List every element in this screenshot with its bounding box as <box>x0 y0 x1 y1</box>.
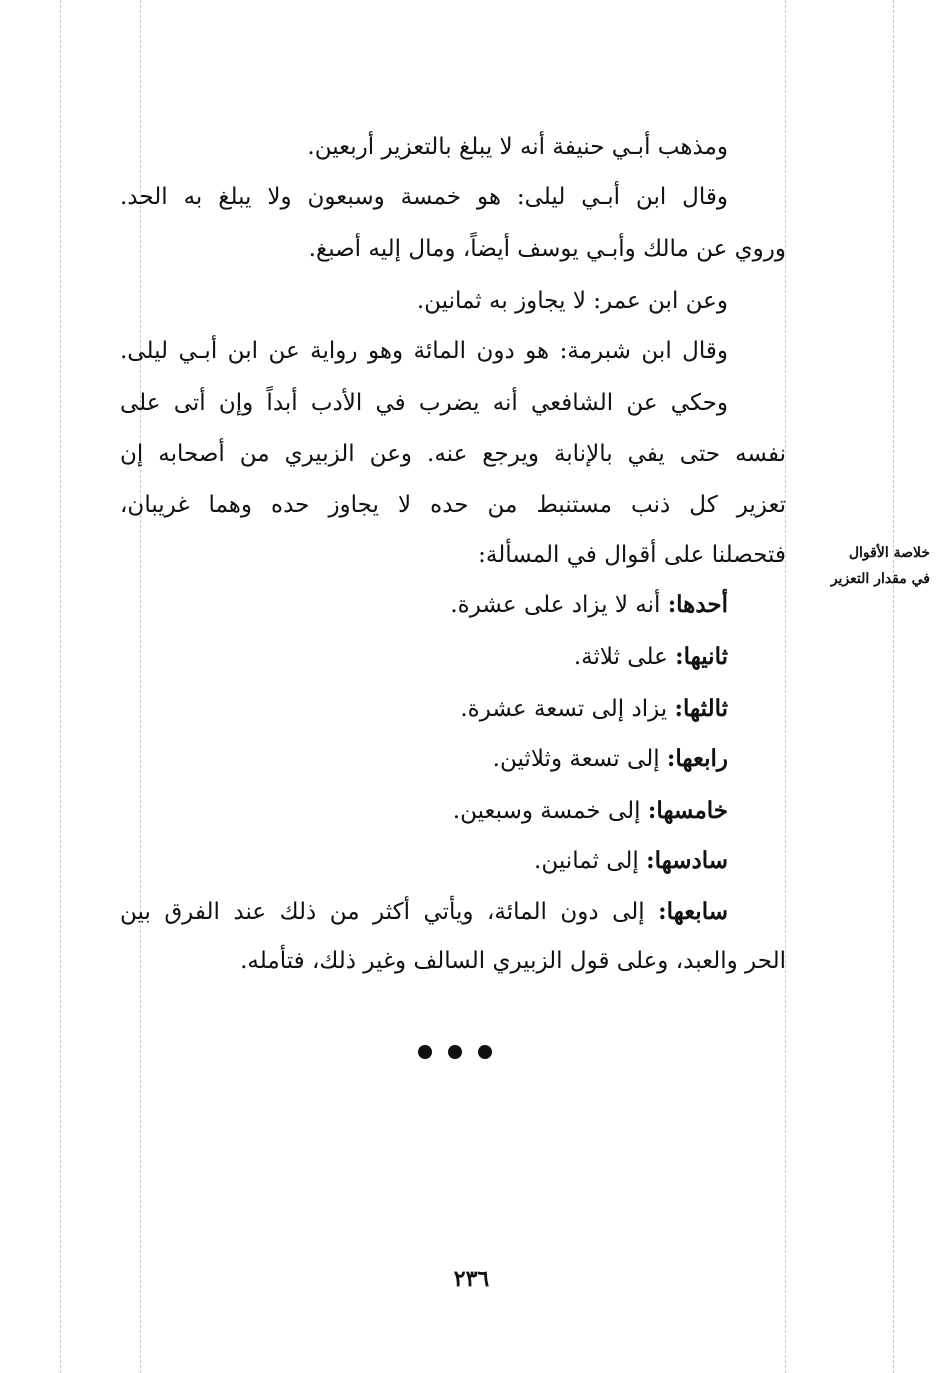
section-separator <box>418 1045 492 1059</box>
text-line-3: وروي عن مالك وأبـي يوسف أيضاً، ومال إليه أصبغ. <box>308 236 786 262</box>
opinion-text: يزاد إلى تسعة عشرة. <box>460 696 675 722</box>
margin-note <box>798 540 930 592</box>
separator-dot <box>478 1045 492 1059</box>
text-line-7: نفسه حتى يفي بالإنابة ويرجع عنه. وعن الزبيري من أصحابه إن <box>120 441 786 467</box>
opinion-item <box>440 692 728 732</box>
separator-dot <box>448 1045 462 1059</box>
opinion-key: سادسها: <box>646 847 728 874</box>
opinion-item <box>500 844 728 884</box>
opinion-item <box>420 588 728 628</box>
opinion-text: إلى تسعة وثلاثين. <box>492 746 667 772</box>
margin-note-line-2: في مقدار التعزير <box>830 571 930 587</box>
separator-dot <box>418 1045 432 1059</box>
opinion-text: إلى ثمانين. <box>534 848 647 874</box>
text-line-1: ومذهب أبـي حنيفة أنه لا يبلغ بالتعزير أربعين. <box>307 134 728 160</box>
closing-line: الحر والعبد، وعلى قول الزبيري السالف وغير ذلك، فتأمله. <box>240 948 786 974</box>
opinion-key: رابعها: <box>666 745 728 772</box>
text-line-2: وقال ابن أبـي ليلى: هو خمسة وسبعون ولا يبلغ به الحد. <box>120 184 728 210</box>
text-line-8: تعزير كل ذنب مستنبط من حده لا يجاوز حده وهما غريبان، <box>120 492 786 518</box>
opinion-text: أنه لا يزاد على عشرة. <box>450 592 668 618</box>
opinion-text: على ثلاثة. <box>573 644 676 670</box>
opinion-key: أحدها: <box>667 591 728 618</box>
page-number: ٢٣٦ <box>453 1266 490 1292</box>
margin-note-line-1: خلاصة الأقوال <box>848 545 930 561</box>
opinion-key: ثانيها: <box>675 643 728 670</box>
scan-guide-inner-right <box>785 0 786 1373</box>
text-line-4: وعن ابن عمر: لا يجاوز به ثمانين. <box>416 288 728 314</box>
opinion-key: ثالثها: <box>674 695 728 722</box>
opinion-item <box>430 794 728 834</box>
opinion-item <box>120 895 728 935</box>
opinion-text: إلى دون المائة، ويأتي أكثر من ذلك عند الفرق بين <box>120 899 659 925</box>
opinion-item <box>460 742 728 782</box>
text-line-6: وحكي عن الشافعي أنه يضرب في الأدب أبداً وإن أتى على <box>120 390 728 416</box>
text-line-5: وقال ابن شبرمة: هو دون المائة وهو رواية عن ابن أبـي ليلى. <box>120 338 728 364</box>
opinion-key: خامسها: <box>647 797 728 824</box>
scan-guide-right <box>893 0 894 1373</box>
scan-guide-left <box>60 0 61 1373</box>
opinion-key: سابعها: <box>658 898 728 925</box>
opinion-text: إلى خمسة وسبعين. <box>452 798 648 824</box>
opinion-item <box>520 640 728 680</box>
text-line-9: فتحصلنا على أقوال في المسألة: <box>478 542 786 568</box>
